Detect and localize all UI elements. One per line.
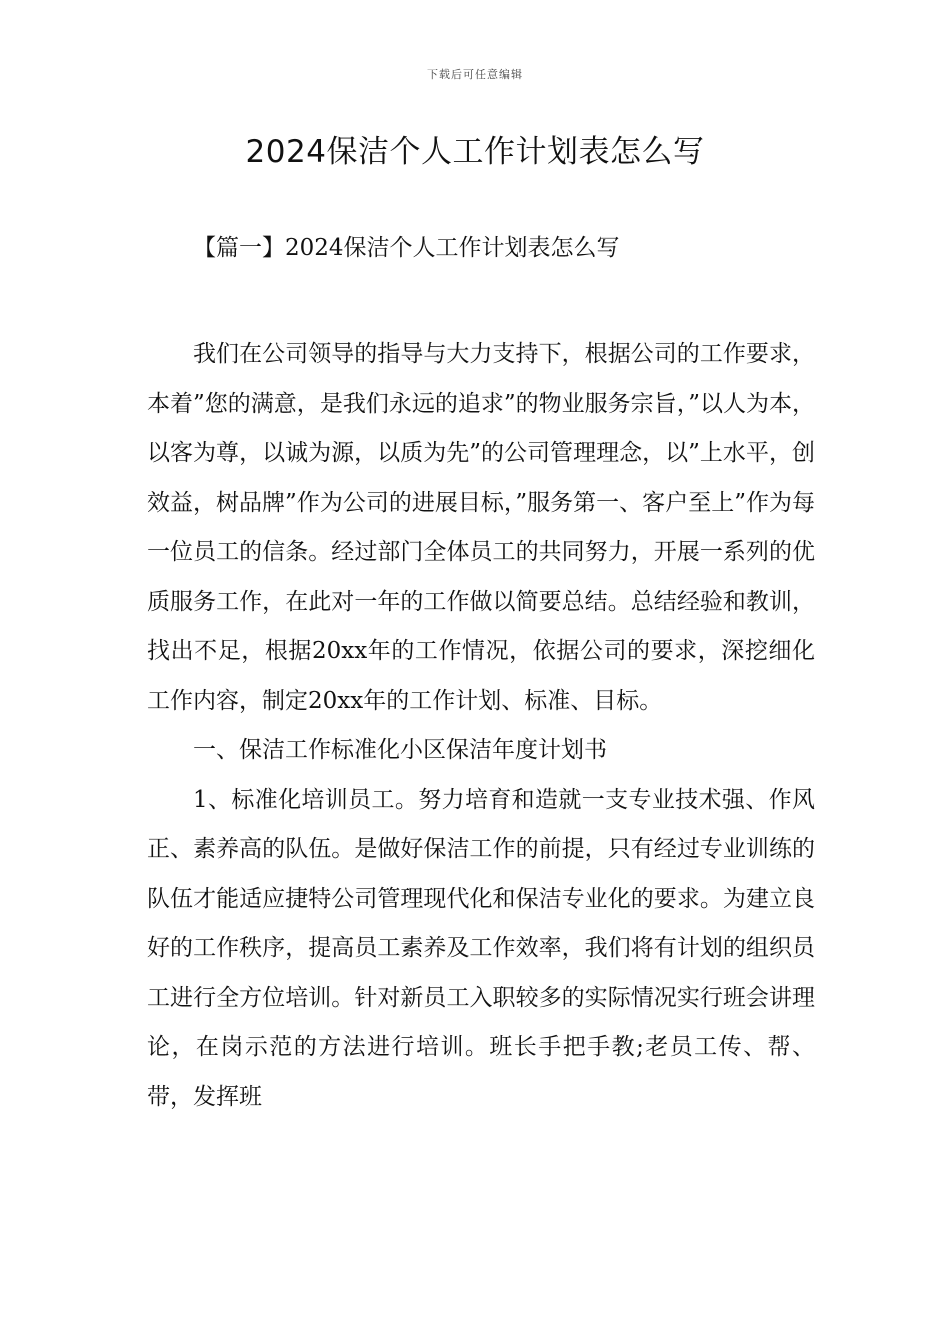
paragraph-heading-cleaning-standard: 一、保洁工作标准化小区保洁年度计划书 (193, 737, 607, 763)
document-title: 2024保洁个人工作计划表怎么写 (245, 134, 705, 170)
section-title: 【篇一】2024保洁个人工作计划表怎么写 (193, 235, 620, 261)
paragraph-training: 1、标准化培训员工。努力培育和造就一支专业技术强、作风正、素养高的队伍。是做好保洁工作的前提，只有经过专业训练的队伍才能适应捷特公司管理现代化和保洁专业化的要求。为建立良好的工作秩序，提高员工素养及工作效率，我们将有计划的组织员工进行全方位培训。针对新员工入职较多的实际情况实行班会讲理论，在岗示范的方法进行培训。班长手把手教;老员工传、帮、带，发挥班 (147, 786, 815, 1110)
paragraph-intro: 我们在公司领导的指导与大力支持下，根据公司的工作要求，本着”您的满意，是我们永远的追求”的物业服务宗旨，”以人为本，以客为尊，以诚为源，以质为先”的公司管理理念，以”上水平，创效益，树品牌”作为公司的进展目标，”服务第一、客户至上”作为每一位员工的信条。经过部门全体员工的共同努力，开展一系列的优质服务工作，在此对一年的工作做以简要总结。总结经验和教训，找出不足，根据20xx年的工作情况，依据公司的要求，深挖细化工作内容，制定20xx年的工作计划、标准、目标。 (147, 341, 815, 714)
page-header-note: 下载后可任意编辑 (427, 68, 523, 81)
document-body (147, 330, 815, 1122)
